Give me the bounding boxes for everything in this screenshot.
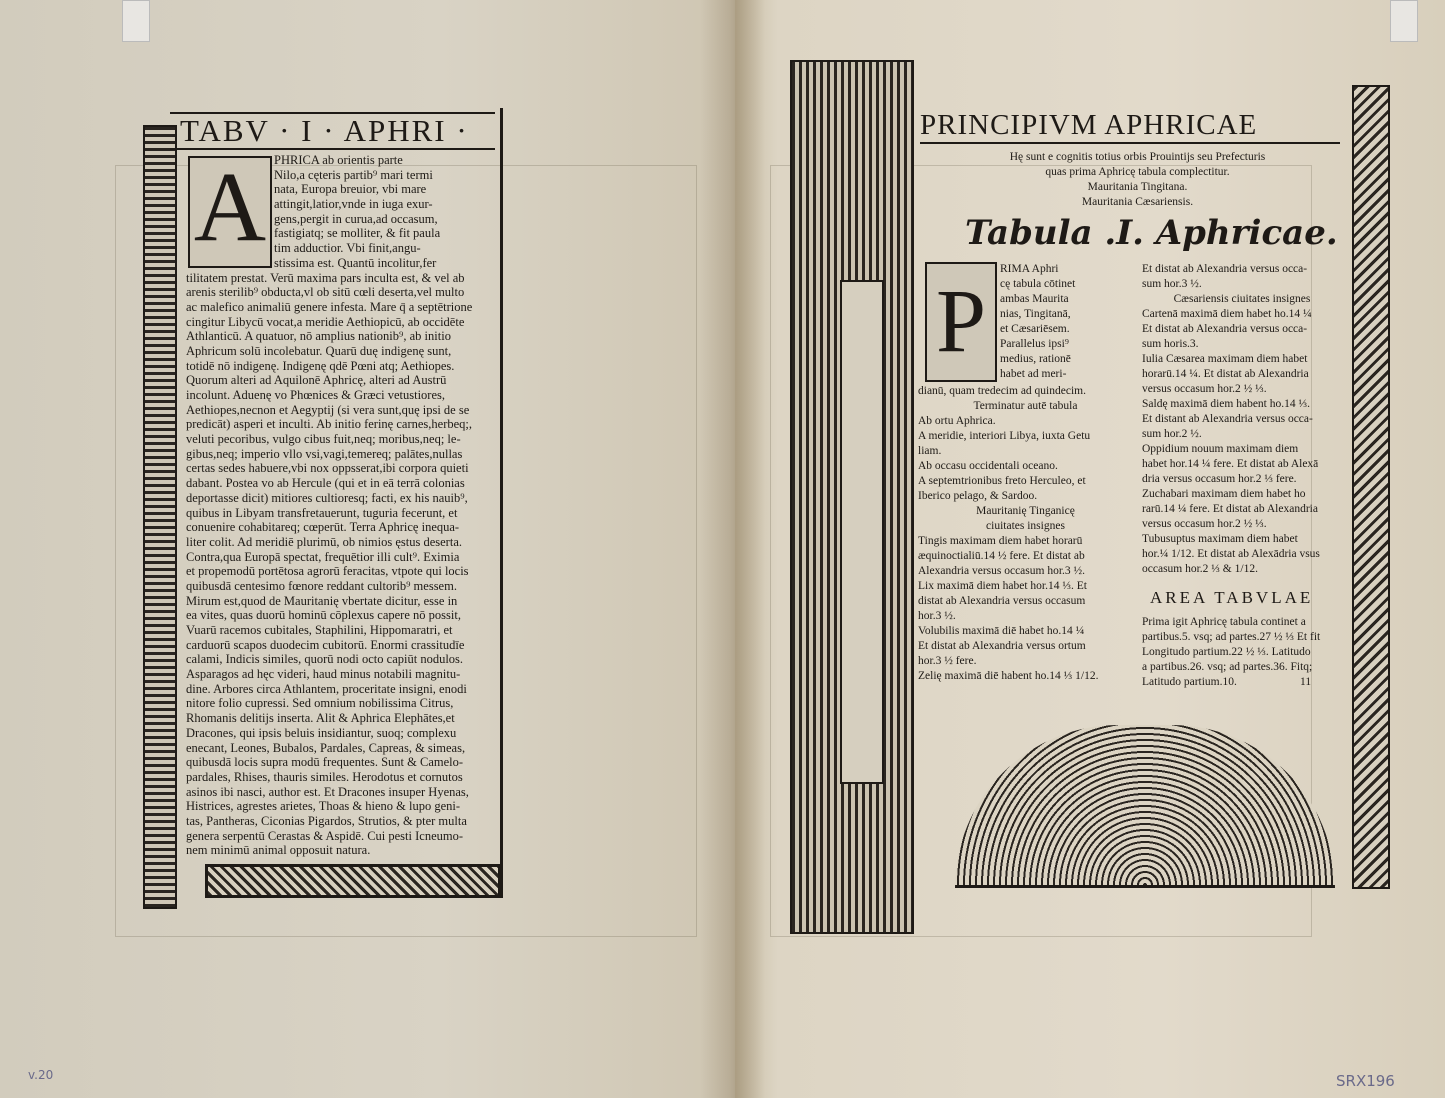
text-line: hor.3 ½ fere. bbox=[918, 655, 977, 667]
text-line: A septemtrionibus freto Herculeo, et bbox=[918, 475, 1086, 487]
text-line: nata, Europa breuior, vbi mare bbox=[274, 182, 427, 197]
text-line: medius, rationē bbox=[1000, 353, 1071, 365]
text-line: Tingis maximam diem habet horarū bbox=[918, 535, 1083, 547]
text-line: Et distat ab Alexandria versus occa- bbox=[1142, 263, 1308, 275]
text-line: Athlanticū. A quatuor, nō amplius nationib⁹, ab initio bbox=[186, 329, 451, 344]
text-line: sum hor.3 ½. bbox=[1142, 278, 1202, 290]
text-line: conuenire cohabitareq; cœperūt. Terra Aphricę inequa- bbox=[186, 520, 460, 535]
text-line: a partibus.26. vsq; ad partes.36. Fitq; bbox=[1142, 661, 1313, 673]
text-line: RIMA Aphri bbox=[1000, 263, 1059, 275]
text-line: tas, Pantheras, Ciconias Pigardos, Strutios, & pter multa bbox=[186, 813, 467, 828]
text-line: fastigiatq; se molliter, & fit paula bbox=[274, 226, 441, 241]
text-line: Terminatur autē tabula bbox=[973, 400, 1078, 412]
text-line: et propemodū portētosa agrorū feracitas, vtpote qui locis bbox=[186, 564, 469, 579]
text-line: versus occasum hor.2 ½ ⅓. bbox=[1142, 383, 1267, 395]
initial-letter: P bbox=[935, 272, 987, 371]
text-line: Oppidium nouum maximam diem bbox=[1142, 443, 1299, 455]
text-line: versus occasum hor.2 ½ ⅓. bbox=[1142, 518, 1267, 530]
text-line: Ab occasu occidentali oceano. bbox=[918, 460, 1058, 472]
text-line: ambas Maurita bbox=[1000, 293, 1069, 305]
province-name: Mauritania Tingitana. bbox=[1087, 181, 1188, 193]
text-line: nias, Tingitanā, bbox=[1000, 308, 1071, 320]
text-line: Ab ortu Aphrica. bbox=[918, 415, 996, 427]
text-line: liam. bbox=[918, 445, 942, 457]
initial-letter: A bbox=[193, 156, 267, 262]
text-line: sum horis.3. bbox=[1142, 338, 1199, 350]
text-line: Contra,qua Europā spectat, frequētior illi cult⁹. Eximia bbox=[186, 549, 460, 564]
text-line: tim adductior. Vbi finit,angu- bbox=[274, 241, 421, 256]
text-line: æquinoctialiū.14 ½ fere. Et distat ab bbox=[918, 550, 1085, 562]
text-line: partibus.5. vsq; ad partes.27 ½ ⅓ Et fit bbox=[1142, 631, 1321, 643]
area-heading: AREA TABVLAE bbox=[1150, 588, 1314, 607]
intro-line: Hę sunt e cognitis totius orbis Prouintijs seu Prefecturis bbox=[1009, 151, 1266, 163]
text-line: tilitatem prestat. Verū maxima pars inculta est, & vel ab bbox=[186, 270, 465, 285]
text-line: dianū, quam tredecim ad quindecim. bbox=[918, 385, 1086, 397]
text-line: Prima igit Aphricę tabula continet a bbox=[1142, 616, 1306, 628]
ornamental-border bbox=[1352, 85, 1390, 889]
text-line: Et distat ab Alexandria versus occa- bbox=[1142, 323, 1308, 335]
center-fold bbox=[700, 0, 765, 1098]
text-line: Aethiopes,necnon et Aegyptij (si vera sunt,quę ipsi de se bbox=[186, 402, 470, 417]
text-line: Longitudo partium.22 ½ ⅓. Latitudo bbox=[1142, 646, 1311, 658]
text-line: incolunt. Aduenę vo Phœnices & Græci vetustiores, bbox=[186, 388, 445, 402]
text-line: arenis sterilib⁹ obducta,vl ob sitū cœli deserta,vel multo bbox=[186, 285, 465, 300]
hinge-tape bbox=[122, 0, 150, 42]
text-line: Et distant ab Alexandria versus occa- bbox=[1142, 413, 1313, 425]
text-line: Iberico pelago, & Sardoo. bbox=[918, 490, 1038, 502]
intro-line: quas prima Aphricę tabula complectitur. bbox=[1045, 166, 1230, 178]
corner-mark: v.20 bbox=[28, 1068, 54, 1082]
text-line: asinos ibi nasci, author est. Et Dracones insuper Hyenas, bbox=[186, 784, 469, 799]
text-line: occasum hor.2 ⅓ & 1/12. bbox=[1142, 563, 1258, 575]
text-line: ciuitates insignes bbox=[986, 520, 1065, 532]
text-line: Mauritanię Tinganicę bbox=[976, 505, 1075, 517]
right-page-title: PRINCIPIVM APHRICAE bbox=[920, 108, 1340, 144]
province-name: Mauritania Cæsariensis. bbox=[1081, 196, 1194, 208]
text-line: hor.¼ 1/12. Et distat ab Alexādria vsus bbox=[1142, 548, 1320, 560]
text-line: dabant. Postea vo ab Hercule (qui et in eā terrā colonias bbox=[186, 476, 465, 491]
text-line: Quorum alteri ad Aquilonē Aphricę, alteri ad Austrū bbox=[186, 373, 447, 388]
text-line: sum hor.2 ½. bbox=[1142, 428, 1202, 440]
text-line: dine. Arbores circa Athlantem, proceritate insigni, enodi bbox=[186, 681, 467, 696]
hinge-tape bbox=[1390, 0, 1418, 42]
text-line: habet hor.14 ¼ fere. Et distat ab Alexā bbox=[1142, 458, 1319, 470]
text-line: certas sedes habuere,vbi nox oppsserat,ibi corpora quieti bbox=[186, 461, 469, 476]
text-line: Alexandria versus occasum hor.3 ½. bbox=[918, 565, 1086, 577]
text-line: PHRICA ab orientis parte bbox=[274, 153, 403, 167]
tabula-heading: Tabula .I. Aphricae. bbox=[965, 213, 1338, 253]
text-line: ac malefico animaliū genere infesta. Mare q̄ a septētrione bbox=[186, 299, 473, 314]
text-line: Cæsariensis ciuitates insignes bbox=[1173, 293, 1311, 305]
text-line: cingitur Libycū vocat,a meridie Aethiopicū, ab occidēte bbox=[186, 314, 465, 329]
text-line: totidē nō indigenę. Indigenę qdē Pœni atq; Aethiopes. bbox=[186, 358, 455, 373]
text-line: Asparagos ad hęc videri, haud minus notabili magnitu- bbox=[186, 667, 461, 682]
text-line: pardales, Rhises, thauris similes. Herodotus et cornutos bbox=[186, 769, 463, 784]
text-line: ea vites, quas duorū hominū cōplexus capere nō possit, bbox=[186, 608, 461, 623]
left-page-title: TABV · I · APHRI · bbox=[170, 112, 495, 150]
ornamental-band bbox=[205, 864, 501, 898]
text-line: Latitudo partium.10. bbox=[1142, 676, 1237, 688]
page-number: 11 bbox=[1300, 676, 1312, 688]
text-line: habet ad meri- bbox=[1000, 368, 1067, 380]
text-line: dria versus occasum hor.2 ⅓ fere. bbox=[1142, 473, 1297, 485]
left-body-text bbox=[186, 153, 472, 858]
text-line: enecant, Leones, Bubalos, Pardales, Capreas, & simeas, bbox=[186, 740, 466, 755]
text-line: Nilo,a cęteris partib⁹ mari termi bbox=[274, 167, 433, 182]
decorated-initial-p bbox=[925, 262, 997, 382]
text-line: calami, Indicis similes, quorū nodi octo capiūt nodulos. bbox=[186, 652, 464, 667]
text-line: Cartenā maximā diem habet ho.14 ¼ bbox=[1142, 308, 1312, 320]
text-line: Zelię maximā diē habent ho.14 ⅓ 1/12. bbox=[918, 670, 1099, 682]
text-line: Rhomanis delitijs inserta. Alit & Aphrica Elephātes,et bbox=[186, 711, 455, 726]
text-line: Parallelus ipsi⁹ bbox=[1000, 338, 1069, 350]
intro-text bbox=[935, 150, 1340, 210]
text-line: A meridie, interiori Libya, iuxta Getu bbox=[918, 430, 1091, 442]
text-line: cę tabula cōtinet bbox=[1000, 278, 1076, 290]
text-line: genera serpentū Cerastas & Aspidē. Cui pesti Icneumo- bbox=[186, 828, 464, 843]
area-text bbox=[1142, 615, 1320, 690]
text-line: Histrices, agrestes arietes, Thoas & hieno & lupo geni- bbox=[186, 799, 461, 814]
text-line: Dracones, qui ipsis beluis insidiantur, suoq; complexu bbox=[186, 725, 457, 740]
text-line: predicāt) asperi et inculti. Ab initio ferinę carnes,herbeq;, bbox=[186, 417, 472, 432]
text-line: hor.3 ½. bbox=[918, 610, 956, 622]
text-line: nitore folio cupressi. Sed omnium nobilissima Citrus, bbox=[186, 696, 454, 711]
column-1-text bbox=[918, 384, 1133, 684]
text-line: quibusdā locis supra modū frequentes. Sunt & Camelo- bbox=[186, 755, 464, 770]
text-line: Aphricum solū incolebatur. Quarū duę indigenę sunt, bbox=[186, 343, 452, 358]
text-line: Zuchabari maximam diem habet ho bbox=[1142, 488, 1306, 500]
text-line: liter colit. Ad meridiē plurimū, ob nimios ęstus deserta. bbox=[186, 534, 462, 549]
text-line: veluti pecoribus, vulgo cibus fuit,neq; moribus,neq; le- bbox=[186, 432, 461, 447]
text-line: quibus in Libyam transfretauerunt, tuguria fecerunt, et bbox=[186, 505, 458, 520]
text-line: Tubusuptus maximam diem habet bbox=[1142, 533, 1298, 545]
text-line: Saldę maximā diem habent ho.14 ⅓. bbox=[1142, 398, 1310, 410]
text-line: attingit,latior,vnde in iuga exur- bbox=[274, 197, 433, 212]
text-line: horarū.14 ¼. Et distat ab Alexandria bbox=[1142, 368, 1309, 380]
woodcut-column-shaft bbox=[840, 280, 884, 784]
text-line: stissima est. Quantū incolitur,fer bbox=[274, 255, 437, 270]
text-line: rarū.14 ¼ fere. Et distat ab Alexandria bbox=[1142, 503, 1318, 515]
text-line: Volubilis maximā diē habet ho.14 ¼ bbox=[918, 625, 1085, 637]
text-line: Lix maximā diem habet hor.14 ⅓. Et bbox=[918, 580, 1087, 592]
text-line: distat ab Alexandria versus occasum bbox=[918, 595, 1086, 607]
text-line: carduorū scapos duodecim cubitorū. Enormi crassitudīe bbox=[186, 637, 465, 652]
column-1-opening bbox=[1000, 262, 1075, 382]
column-2-text bbox=[1142, 262, 1342, 577]
text-line: Vuarū racemos cubitales, Staphilini, Hippomaratri, et bbox=[186, 623, 453, 637]
text-line: Iulia Cæsarea maximam diem habet bbox=[1142, 353, 1308, 365]
inventory-number: SRX196 bbox=[1336, 1072, 1395, 1090]
text-line: Mirum est,quod de Mauritanię vbertate dicitur, esse in bbox=[186, 593, 458, 608]
text-line: gens,pergit in curua,ad occasum, bbox=[274, 211, 438, 226]
text-line: quibusdā centesimo fœnore reddant cultorib⁹ messem. bbox=[186, 578, 457, 593]
text-line: deportasse dicit) mitiores cultioresq; facti, ex his nauib⁹, bbox=[186, 490, 468, 505]
text-line: et Cæsariēsem. bbox=[1000, 323, 1070, 335]
text-line: nem minimū animal opposuit natura. bbox=[186, 843, 371, 858]
text-line: Et distat ab Alexandria versus ortum bbox=[918, 640, 1086, 652]
text-line: gibus,neq; imperio vllo vsi,vagi,temereq; palātes,nullas bbox=[186, 446, 463, 461]
